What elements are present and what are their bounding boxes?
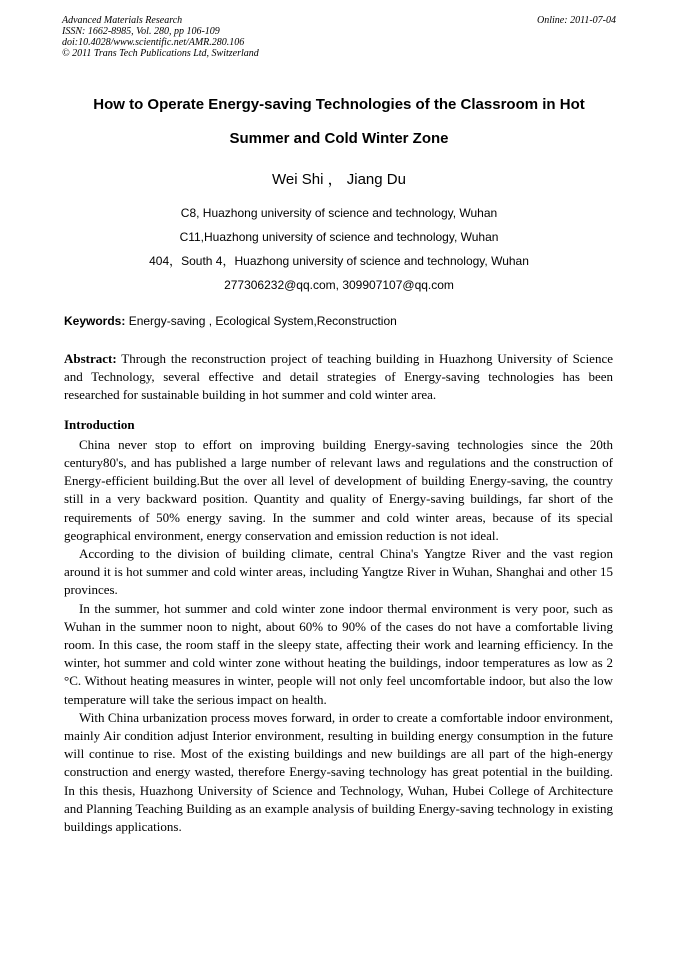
affiliation-3: 404，South 4，Huazhong university of science and technology, Wuhan (149, 254, 529, 268)
author-emails: 277306232@qq.com, 309907107@qq.com (224, 278, 454, 292)
journal-name: Advanced Materials Research (62, 15, 183, 26)
intro-paragraph-3: In the summer, hot summer and cold winter zone indoor thermal environment is very poor, such as Wuhan in the summer noon to night, about 60% to 90% of the cases do not have a comfortable living room. In this case, the room staff in the sleepy state, affecting their work and learning efficiency. In the winter, hot summer and cold winter zone without heating the buildings, indoor temperatures as low as 2 °C. Without heating measures in winter, people will not only feel uncomfortable indoor, but also the low temperature will take the serious impact on health. (64, 600, 613, 707)
authors: Wei Shi ， Jiang Du (272, 171, 406, 188)
abstract-label: Abstract: (64, 351, 117, 366)
keywords-label: Keywords: (64, 314, 126, 328)
paper-body (64, 350, 613, 836)
affiliations (0, 201, 678, 297)
intro-paragraph-2: According to the division of building climate, central China's Yangtze River and the vast region around it is hot summer and cold winter areas, including Yangtze River in Wuhan, Shanghai and other 15 provinces. (64, 546, 613, 598)
keywords (64, 314, 624, 328)
intro-paragraph-4: With China urbanization process moves forward, in order to create a comfortable indoor environment, mainly Air condition adjust Interior environment, resulting in building energy consumption in the future will continue to rise. Most of the existing buildings and new buildings are all part of the high-energy construction and energy wasted, therefore Energy-saving technology has great potential in the building. In this thesis, Huazhong University of Science and Technology, Wuhan, Hubei College of Architecture and Planning Teaching Building as an example analysis of building Energy-saving technology in existing buildings applications. (64, 709, 613, 835)
keywords-text: Energy-saving , Ecological System,Reconstruction (128, 314, 397, 328)
issn-line: ISSN: 1662-8985, Vol. 280, pp 106-109 (62, 26, 220, 37)
intro-paragraph-1: China never stop to effort on improving building Energy-saving technologies since the 20th century80's, and has published a large number of relevant laws and regulations and the construction of Energy-efficient building.But the over all level of development of building Energy-saving, the country still in a very backward position. Quantity and quality of Energy-saving buildings, far short of the requirements of 50% energy saving. In the summer and cold winter areas, because of its special geographical environment, energy conservation and emission reduction is not ideal. (64, 436, 613, 543)
title-line-2: Summer and Cold Winter Zone (229, 130, 449, 147)
paper-title (40, 88, 638, 156)
affiliation-2: C11,Huazhong university of science and technology, Wuhan (179, 230, 499, 244)
copyright-line: © 2011 Trans Tech Publications Ltd, Switzerland (62, 48, 259, 59)
abstract (64, 350, 613, 405)
title-line-1: How to Operate Energy-saving Technologies of the Classroom in Hot (93, 96, 585, 113)
online-date: Online: 2011-07-04 (537, 15, 616, 26)
journal-header (62, 15, 616, 59)
affiliation-1: C8, Huazhong university of science and technology, Wuhan (180, 206, 498, 220)
abstract-text: Through the reconstruction project of teaching building in Huazhong University of Science and Technology, several effective and detail strategies of Energy-saving technologies has been researched for sustainable building in hot summer and cold winter area. (64, 351, 613, 403)
section-heading-introduction: Introduction (64, 416, 135, 432)
doi-line: doi:10.4028/www.scientific.net/AMR.280.106 (62, 37, 245, 48)
